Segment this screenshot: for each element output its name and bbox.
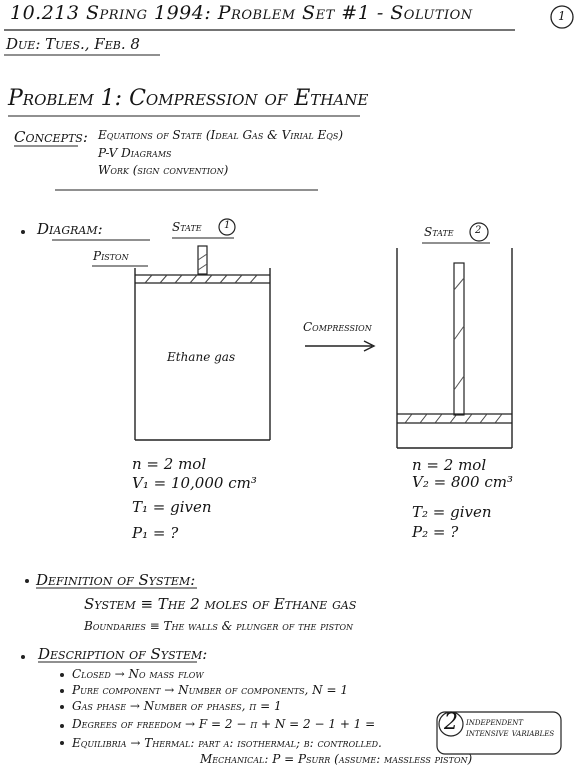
description-item: Closed → No mass flow [72, 667, 204, 681]
state1-temperature: T₁ = given [132, 498, 212, 516]
state1-pressure: P₁ = ? [132, 524, 179, 542]
state2-volume: V₂ = 800 cm³ [412, 473, 513, 491]
state1-cylinder [135, 246, 270, 440]
state2-cylinder [397, 248, 512, 448]
page-number: 1 [558, 9, 566, 23]
description-item: Gas phase → Number of phases, π = 1 [72, 699, 282, 713]
description-heading: Description of System: [38, 645, 208, 663]
state1-number: 1 [224, 220, 231, 231]
piston-label: Piston [93, 249, 129, 263]
definition-heading: Definition of System: [36, 571, 196, 589]
concepts-label: Concepts: [14, 128, 88, 146]
description-item: Degrees of freedom → F = 2 − π + N = 2 − 1 + 1 = [72, 717, 376, 731]
description-item: Equilibria → Thermal: part a: isothermal; b: controlled. [72, 736, 382, 750]
gas-label: Ethane gas [167, 350, 236, 364]
page-header-title: 10.213 Spring 1994: Problem Set #1 - Solution [10, 2, 473, 24]
concept-item: Equations of State (Ideal Gas & Virial Eqs) [98, 128, 344, 142]
system-definition: System ≡ The 2 moles of Ethane gas [84, 595, 357, 613]
diagram-label: Diagram: [37, 220, 103, 238]
mechanical-equilibrium: Mechanical: P = Psurr (assume: massless piston) [200, 752, 473, 766]
concept-item: Work (sign convention) [98, 163, 229, 177]
state2-moles: n = 2 mol [412, 456, 487, 474]
dof-note: independent intensive variables [466, 717, 555, 739]
state2-label: State [424, 225, 454, 239]
description-item: Pure component → Number of components, N = 1 [72, 683, 348, 697]
due-date: Due: Tues., Feb. 8 [6, 35, 140, 53]
compression-label: Compression [303, 320, 372, 334]
state2-number: 2 [475, 225, 482, 236]
dof-answer: 2 [444, 710, 458, 735]
state2-pressure: P₂ = ? [412, 523, 459, 541]
state1-volume: V₁ = 10,000 cm³ [132, 474, 257, 492]
boundaries-definition: Boundaries ≡ The walls & plunger of the piston [84, 619, 354, 633]
state1-label: State [172, 220, 202, 234]
concept-item: P-V Diagrams [98, 146, 172, 160]
state1-moles: n = 2 mol [132, 455, 207, 473]
problem-heading: Problem 1: Compression of Ethane [8, 86, 369, 111]
state2-temperature: T₂ = given [412, 503, 492, 521]
